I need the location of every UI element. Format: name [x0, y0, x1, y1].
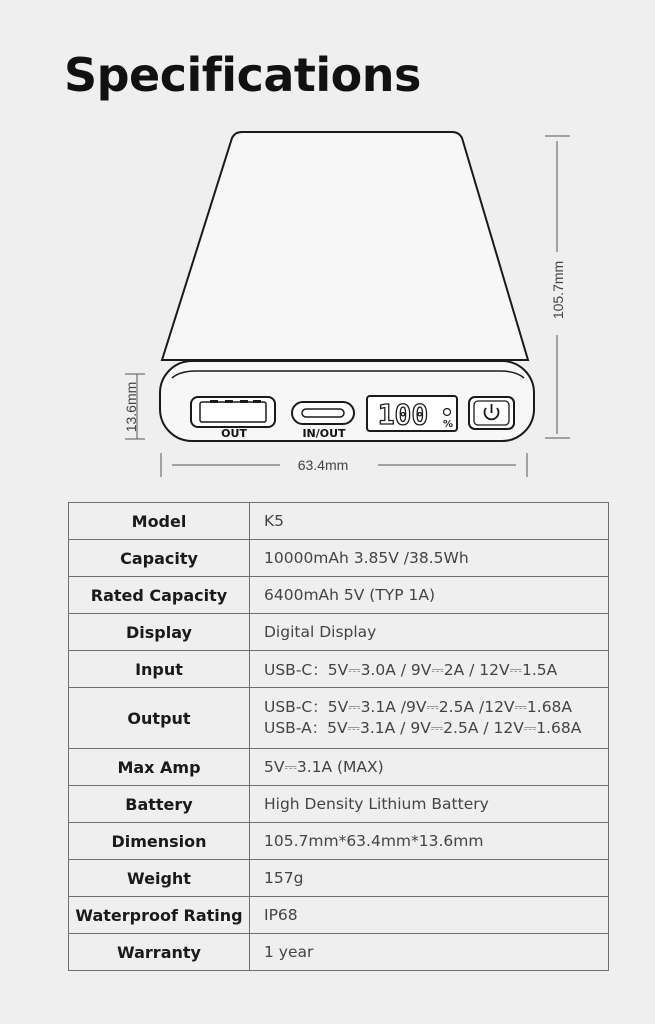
thickness-label: 13.6mm [123, 381, 139, 433]
table-row [69, 749, 609, 786]
spec-key: Display [69, 614, 250, 651]
table-row [69, 897, 609, 934]
table-row [69, 540, 609, 577]
spec-value: USB-C：5V⎓3.0A / 9V⎓2A / 12V⎓1.5A [250, 651, 609, 688]
spec-value: Digital Display [250, 614, 609, 651]
spec-key: Waterproof Rating [69, 897, 250, 934]
width-label: 63.4mm [297, 457, 349, 473]
height-label: 105.7mm [550, 260, 566, 320]
spec-value: 6400mAh 5V (TYP 1A) [250, 577, 609, 614]
spec-key: Max Amp [69, 749, 250, 786]
specifications-table [68, 502, 609, 971]
power-bank-diagram [0, 0, 655, 500]
spec-key: Dimension [69, 823, 250, 860]
spec-value: High Density Lithium Battery [250, 786, 609, 823]
spec-key: Output [69, 688, 250, 749]
port-inout-label: IN/OUT [302, 427, 346, 440]
spec-value-line: USB-C：5V⎓3.1A /9V⎓2.5A /12V⎓1.68A [264, 698, 573, 716]
page-title: Specifications [64, 48, 421, 102]
table-row [69, 651, 609, 688]
display-digits: 100 [377, 398, 429, 431]
usb-a-port-icon [191, 397, 275, 427]
spec-key: Weight [69, 860, 250, 897]
table-row [69, 860, 609, 897]
spec-value: 1 year [250, 934, 609, 971]
usb-c-port-icon [292, 402, 354, 424]
spec-key: Warranty [69, 934, 250, 971]
spec-key: Rated Capacity [69, 577, 250, 614]
spec-value [250, 688, 609, 749]
spec-key: Battery [69, 786, 250, 823]
spec-key: Input [69, 651, 250, 688]
table-row [69, 688, 609, 749]
spec-value: K5 [250, 503, 609, 540]
power-bank-top-face [162, 132, 528, 360]
spec-value: 5V⎓3.1A (MAX) [250, 749, 609, 786]
spec-value: IP68 [250, 897, 609, 934]
table-row [69, 577, 609, 614]
spec-key: Capacity [69, 540, 250, 577]
spec-value: 10000mAh 3.85V /38.5Wh [250, 540, 609, 577]
table-row [69, 503, 609, 540]
table-row [69, 823, 609, 860]
table-row [69, 614, 609, 651]
display-percent: % [442, 419, 454, 430]
digital-display-icon [367, 396, 457, 431]
spec-key: Model [69, 503, 250, 540]
power-button-icon [469, 397, 514, 429]
table-row [69, 786, 609, 823]
spec-value: 157g [250, 860, 609, 897]
spec-value-line: USB-A：5V⎓3.1A / 9V⎓2.5A / 12V⎓1.68A [264, 719, 582, 737]
port-out-label: OUT [221, 427, 247, 440]
spec-value: 105.7mm*63.4mm*13.6mm [250, 823, 609, 860]
table-row [69, 934, 609, 971]
